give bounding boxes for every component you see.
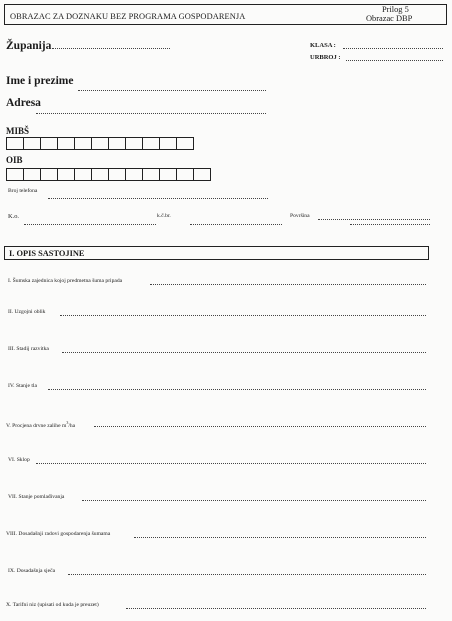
oib-cell[interactable]	[6, 168, 24, 181]
oib-cell[interactable]	[159, 168, 177, 181]
oib-label: OIB	[6, 155, 23, 165]
oib-cell[interactable]	[57, 168, 75, 181]
answer-ii-line[interactable]	[60, 315, 426, 316]
answer-viii-line[interactable]	[134, 537, 426, 538]
ko-label: K.o.	[8, 213, 20, 220]
answer-vi-line[interactable]	[36, 463, 426, 464]
klasa-label: KLASA :	[310, 42, 336, 49]
oib-cells[interactable]	[6, 168, 210, 181]
mibs-cell[interactable]	[74, 137, 92, 150]
form-title: OBRAZAC ZA DOZNAKU BEZ PROGRAMA GOSPODARENJA	[10, 12, 246, 21]
ko-field[interactable]	[24, 224, 156, 225]
question-ii: II. Uzgojni oblik	[8, 309, 46, 315]
oib-cell[interactable]	[125, 168, 143, 181]
klasa-field[interactable]	[343, 48, 443, 49]
mibs-label: MIBŠ	[6, 126, 30, 136]
oib-cell[interactable]	[23, 168, 41, 181]
answer-iv-line[interactable]	[48, 389, 426, 390]
section-title: I. OPIS SASTOJINE	[9, 249, 85, 258]
question-v-sup: 3	[66, 420, 69, 425]
mibs-cell[interactable]	[159, 137, 177, 150]
answer-v-line[interactable]	[94, 426, 426, 427]
mibs-cells[interactable]	[6, 137, 193, 150]
question-i: I. Šumska zajednica kojoj predmetna šuma pripada	[8, 278, 123, 284]
question-x: X. Tarifni niz (upisati od kuda je preuzet)	[6, 602, 99, 608]
oib-cell[interactable]	[91, 168, 109, 181]
mibs-cell[interactable]	[40, 137, 58, 150]
answer-ix-line[interactable]	[68, 574, 426, 575]
zupanija-label: Županija	[6, 40, 52, 52]
question-viii: VIII. Dosadašnji radovi gospodarenja šumama	[6, 531, 111, 537]
telefon-label: Broj telefona	[8, 188, 38, 194]
ime-prezime-field[interactable]	[78, 90, 266, 91]
answer-vii-line[interactable]	[82, 500, 426, 501]
mibs-cell[interactable]	[91, 137, 109, 150]
answer-x-line[interactable]	[126, 608, 426, 609]
adresa-field[interactable]	[36, 113, 266, 114]
adresa-label: Adresa	[6, 97, 41, 109]
question-v-text: V. Procjena drvne zalihe m	[6, 422, 67, 429]
oib-cell[interactable]	[176, 168, 194, 181]
kcbr-label: k.č.br.	[157, 213, 171, 219]
urbroj-field[interactable]	[346, 60, 443, 61]
oib-cell[interactable]	[193, 168, 211, 181]
question-ix: IX. Dosadašnja sječa	[8, 568, 56, 574]
zupanija-field[interactable]	[52, 48, 170, 49]
answer-i-line[interactable]	[150, 284, 426, 285]
povrsina-field-line2[interactable]	[350, 224, 430, 225]
oib-cell[interactable]	[40, 168, 58, 181]
prilog-label: Prilog 5	[382, 5, 409, 14]
povrsina-field[interactable]	[318, 219, 430, 220]
telefon-field[interactable]	[48, 198, 268, 199]
mibs-cell[interactable]	[176, 137, 194, 150]
povrsina-label: Površina	[290, 213, 310, 219]
mibs-cell[interactable]	[23, 137, 41, 150]
ime-prezime-label: Ime i prezime	[6, 75, 74, 87]
oib-cell[interactable]	[108, 168, 126, 181]
oib-cell[interactable]	[74, 168, 92, 181]
question-iv: IV. Stanje tla	[8, 383, 37, 389]
mibs-cell[interactable]	[142, 137, 160, 150]
oib-cell[interactable]	[142, 168, 160, 181]
obrazac-label: Obrazac DBP	[366, 14, 413, 23]
question-iii: III. Stadij razvitka	[8, 346, 49, 352]
kcbr-field[interactable]	[190, 224, 282, 225]
question-vii: VII. Stanje pomlađivanja	[8, 494, 65, 500]
mibs-cell[interactable]	[6, 137, 24, 150]
answer-iii-line[interactable]	[62, 352, 426, 353]
question-v-tail: /ha	[68, 422, 76, 429]
mibs-cell[interactable]	[108, 137, 126, 150]
mibs-cell[interactable]	[125, 137, 143, 150]
mibs-cell[interactable]	[57, 137, 75, 150]
urbroj-label: URBROJ :	[310, 54, 341, 61]
question-vi: VI. Sklop	[8, 457, 30, 463]
question-v	[6, 420, 75, 429]
